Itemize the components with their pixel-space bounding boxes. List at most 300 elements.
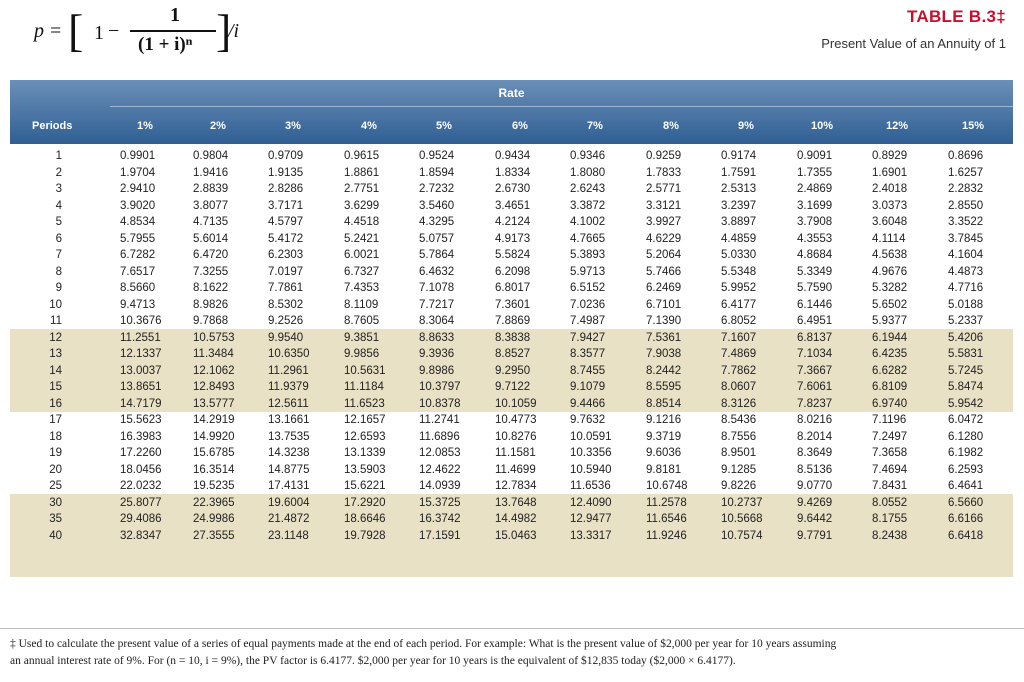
value-cell: 8.7556 [721, 430, 757, 443]
value-cell: 6.1944 [872, 331, 908, 344]
value-cell: 17.2260 [120, 447, 162, 459]
value-cell: 8.2014 [797, 430, 833, 443]
value-cell: 9.7632 [570, 414, 606, 426]
value-cell: 4.4873 [948, 265, 984, 278]
value-cell: 8.7455 [570, 364, 606, 377]
value-cell: 6.4177 [721, 298, 757, 311]
value-cell: 12.9477 [570, 513, 612, 525]
value-cell: 3.6048 [872, 216, 908, 228]
value-cell: 8.1755 [872, 513, 908, 525]
value-cell: 1.8334 [495, 166, 531, 179]
value-cell: 18.0456 [120, 463, 162, 476]
period-cell: 16 [49, 397, 62, 410]
value-cell: 8.3838 [495, 331, 531, 344]
value-cell: 7.0236 [570, 298, 606, 311]
value-cell: 10.8276 [495, 430, 537, 443]
value-cell: 7.6517 [120, 265, 156, 278]
table-row [10, 464, 1013, 481]
value-cell: 10.5631 [344, 364, 386, 377]
value-cell: 14.4982 [495, 513, 537, 525]
value-cell: 6.8052 [721, 315, 757, 327]
table-row [10, 414, 1013, 431]
value-cell: 1.6901 [872, 166, 908, 179]
value-cell: 9.3851 [344, 331, 380, 344]
period-cell: 35 [49, 513, 62, 525]
value-cell: 9.3936 [419, 348, 455, 360]
period-cell: 12 [49, 331, 62, 344]
value-cell: 5.5824 [495, 249, 531, 261]
period-cell: 8 [55, 265, 62, 278]
table-row [10, 167, 1013, 184]
period-cell: 2 [55, 166, 62, 179]
value-cell: 1.7833 [646, 166, 682, 179]
value-cell: 4.5638 [872, 249, 908, 261]
value-cell: 6.7101 [646, 298, 682, 311]
value-cell: 5.4172 [268, 232, 304, 245]
value-cell: 18.6646 [344, 513, 386, 525]
value-cell: 2.7751 [344, 183, 380, 195]
value-cell: 9.4269 [797, 496, 833, 509]
value-cell: 8.5302 [268, 298, 304, 311]
value-cell: 6.0021 [344, 249, 380, 261]
value-cell: 8.5595 [646, 381, 682, 393]
value-cell: 2.5771 [646, 183, 682, 195]
period-cell: 13 [49, 348, 62, 360]
value-cell: 6.1982 [948, 447, 984, 459]
rate-column-header: 8% [663, 120, 679, 132]
value-cell: 5.0188 [948, 298, 984, 311]
value-cell: 6.4235 [872, 348, 908, 360]
value-cell: 10.3356 [570, 447, 612, 459]
formula-left-bracket: [ [68, 5, 84, 56]
value-cell: 9.0770 [797, 480, 833, 492]
value-cell: 13.7535 [268, 430, 310, 443]
value-cell: 0.8929 [872, 150, 908, 162]
value-cell: 7.7862 [721, 364, 757, 377]
value-cell: 14.7179 [120, 397, 162, 410]
table-row [10, 530, 1013, 547]
value-cell: 32.8347 [120, 529, 162, 542]
value-cell: 0.9615 [344, 150, 380, 162]
table-row [10, 431, 1013, 448]
value-cell: 7.3658 [872, 447, 908, 459]
value-cell: 8.0216 [797, 414, 833, 426]
value-cell: 8.8514 [646, 397, 682, 410]
value-cell: 9.4466 [570, 397, 606, 410]
value-cell: 19.6004 [268, 496, 310, 509]
value-cell: 6.1280 [948, 430, 984, 443]
value-cell: 8.9826 [193, 298, 229, 311]
value-cell: 5.2064 [646, 249, 682, 261]
value-cell: 4.6229 [646, 232, 682, 245]
period-cell: 17 [49, 414, 62, 426]
period-cell: 1 [55, 150, 62, 162]
value-cell: 6.4951 [797, 315, 833, 327]
value-cell: 7.2497 [872, 430, 908, 443]
value-cell: 8.0607 [721, 381, 757, 393]
table-row [10, 233, 1013, 250]
value-cell: 1.7355 [797, 166, 833, 179]
value-cell: 1.9135 [268, 166, 304, 179]
value-cell: 8.3649 [797, 447, 833, 459]
value-cell: 8.7605 [344, 315, 380, 327]
table-row [10, 381, 1013, 398]
value-cell: 5.9542 [948, 397, 984, 410]
rate-divider [110, 106, 1013, 107]
value-cell: 5.8474 [948, 381, 984, 393]
formula-minus: − [108, 20, 120, 42]
value-cell: 9.3719 [646, 430, 682, 443]
value-cell: 8.2438 [872, 529, 908, 542]
value-cell: 8.5436 [721, 414, 757, 426]
value-cell: 4.4859 [721, 232, 757, 245]
value-cell: 0.9346 [570, 150, 606, 162]
value-cell: 4.7135 [193, 216, 229, 228]
value-cell: 2.8839 [193, 183, 229, 195]
table-row [10, 497, 1013, 514]
value-cell: 14.3238 [268, 447, 310, 459]
value-cell: 11.1581 [495, 447, 536, 459]
formula-p: p [34, 20, 44, 42]
formula-right-bracket: ] [216, 5, 232, 56]
table-row [10, 183, 1013, 200]
formula-divide: /i [228, 20, 240, 42]
value-cell: 24.9986 [193, 513, 235, 525]
value-cell: 22.0232 [120, 480, 162, 492]
value-cell: 7.9038 [646, 348, 682, 360]
value-cell: 9.9856 [344, 348, 380, 360]
value-cell: 6.4720 [193, 249, 229, 261]
value-cell: 15.3725 [419, 496, 461, 509]
value-cell: 9.6036 [646, 447, 682, 459]
value-cell: 12.1337 [120, 348, 162, 360]
value-cell: 10.1059 [495, 397, 537, 410]
value-cell: 9.8986 [419, 364, 455, 377]
table-row [10, 150, 1013, 167]
value-cell: 9.2526 [268, 315, 304, 327]
rate-column-header: 9% [738, 120, 754, 132]
table-subtitle: Present Value of an Annuity of 1 [821, 36, 1006, 51]
value-cell: 10.4773 [495, 414, 537, 426]
value-cell: 11.2961 [268, 364, 309, 377]
value-cell: 5.7590 [797, 282, 833, 294]
period-cell: 14 [49, 364, 62, 377]
value-cell: 6.2098 [495, 265, 531, 278]
annuity-formula [20, 2, 260, 70]
value-cell: 5.7245 [948, 364, 984, 377]
value-cell: 8.1109 [344, 298, 379, 311]
value-cell: 7.1607 [721, 331, 757, 344]
period-cell: 18 [49, 430, 62, 443]
value-cell: 9.8181 [646, 463, 682, 476]
footnote-divider [0, 628, 1024, 629]
table-title: TABLE B.3‡ [906, 7, 1006, 26]
value-cell: 7.1390 [646, 315, 682, 327]
value-cell: 7.9427 [570, 331, 606, 344]
table-row [10, 266, 1013, 283]
value-cell: 4.1114 [872, 232, 906, 245]
value-cell: 11.2551 [120, 331, 161, 344]
value-cell: 7.6061 [797, 381, 833, 393]
value-cell: 7.7861 [268, 282, 304, 294]
value-cell: 10.3797 [419, 381, 461, 393]
value-cell: 8.2442 [646, 364, 682, 377]
value-cell: 12.7834 [495, 480, 537, 492]
value-cell: 13.1339 [344, 447, 386, 459]
value-cell: 7.4869 [721, 348, 757, 360]
value-cell: 0.9174 [721, 150, 757, 162]
table-row [10, 299, 1013, 316]
value-cell: 4.9173 [495, 232, 531, 245]
value-cell: 11.6896 [419, 430, 460, 443]
value-cell: 11.6523 [344, 397, 385, 410]
value-cell: 6.5660 [948, 496, 984, 509]
value-cell: 7.1078 [419, 282, 455, 294]
periods-label: Periods [32, 120, 73, 132]
value-cell: 9.8226 [721, 480, 757, 492]
value-cell: 6.2469 [646, 282, 682, 294]
value-cell: 6.4641 [948, 480, 984, 492]
period-cell: 5 [55, 216, 62, 228]
value-cell: 6.8017 [495, 282, 531, 294]
value-cell: 3.7908 [797, 216, 833, 228]
value-cell: 1.8080 [570, 166, 606, 179]
value-cell: 2.2832 [948, 183, 984, 195]
value-cell: 8.1622 [193, 282, 229, 294]
value-cell: 21.4872 [268, 513, 310, 525]
value-cell: 10.2737 [721, 496, 763, 509]
value-cell: 8.8633 [419, 331, 455, 344]
value-cell: 9.7868 [193, 315, 229, 327]
table-row [10, 249, 1013, 266]
table-header [10, 80, 1013, 144]
value-cell: 7.8431 [872, 480, 908, 492]
rate-column-header: 15% [961, 120, 985, 132]
value-cell: 8.0552 [872, 496, 908, 509]
value-cell: 0.9434 [495, 150, 531, 162]
value-cell: 17.2920 [344, 496, 386, 509]
value-cell: 2.8286 [268, 183, 304, 195]
value-cell: 5.2421 [344, 232, 380, 245]
value-cell: 6.6282 [872, 364, 908, 377]
value-cell: 6.0472 [948, 414, 984, 426]
value-cell: 3.6299 [344, 199, 380, 212]
formula-fraction-bar [130, 30, 216, 32]
value-cell: 11.6546 [646, 513, 687, 525]
value-cell: 4.1604 [948, 249, 984, 261]
value-cell: 6.8137 [797, 331, 833, 344]
table-row [10, 200, 1013, 217]
value-cell: 1.8861 [344, 166, 380, 179]
value-cell: 6.6166 [948, 513, 984, 525]
value-cell: 0.9901 [120, 150, 156, 162]
value-cell: 15.6221 [344, 480, 386, 492]
value-cell: 12.4622 [419, 463, 461, 476]
value-cell: 3.7171 [268, 199, 304, 212]
table-row [10, 447, 1013, 464]
value-cell: 0.8696 [948, 150, 984, 162]
value-cell: 6.9740 [872, 397, 908, 410]
value-cell: 7.0197 [268, 265, 304, 278]
value-cell: 5.3282 [872, 282, 908, 294]
rate-column-header: 3% [285, 120, 301, 132]
table-row [10, 513, 1013, 530]
period-cell: 11 [50, 315, 62, 327]
value-cell: 4.4518 [344, 216, 380, 228]
value-cell: 11.9379 [268, 381, 309, 393]
value-cell: 14.8775 [268, 463, 310, 476]
value-cell: 4.3553 [797, 232, 833, 245]
period-cell: 40 [49, 529, 62, 542]
value-cell: 11.3484 [193, 348, 234, 360]
value-cell: 9.6442 [797, 513, 833, 525]
value-cell: 4.5797 [268, 216, 304, 228]
value-cell: 2.9410 [120, 183, 156, 195]
formula-numerator: 1 [170, 4, 180, 26]
value-cell: 6.8109 [872, 381, 908, 393]
value-cell: 7.1196 [872, 414, 907, 426]
value-cell: 5.7955 [120, 232, 156, 245]
value-cell: 10.7574 [721, 529, 763, 542]
value-cell: 9.7122 [495, 381, 531, 393]
value-cell: 10.5668 [721, 513, 763, 525]
value-cell: 6.6418 [948, 529, 984, 542]
value-cell: 12.4090 [570, 496, 612, 509]
value-cell: 8.3126 [721, 397, 757, 410]
value-cell: 27.3555 [193, 529, 235, 542]
rate-column-header: 7% [587, 120, 603, 132]
value-cell: 1.7591 [721, 166, 757, 179]
value-cell: 3.3522 [948, 216, 984, 228]
value-cell: 29.4086 [120, 513, 162, 525]
value-cell: 11.9246 [646, 529, 687, 542]
value-cell: 6.1446 [797, 298, 833, 311]
value-cell: 10.5753 [193, 331, 235, 344]
value-cell: 1.9416 [193, 166, 229, 179]
value-cell: 9.7791 [797, 529, 833, 542]
value-cell: 9.9540 [268, 331, 304, 344]
footnote-line-2: an annual interest rate of 9%. For (n = 10, i = 9%), the PV factor is 6.4177. $2,000 per year for 10 years is the equivalent of $12,835 today ($2,000 × 6.4177). [10, 655, 736, 667]
table-row [10, 398, 1013, 415]
value-cell: 16.3742 [419, 513, 461, 525]
value-cell: 4.1002 [570, 216, 606, 228]
value-cell: 12.5611 [268, 397, 309, 410]
value-cell: 0.9709 [268, 150, 304, 162]
value-cell: 13.5777 [193, 397, 235, 410]
period-cell: 6 [55, 232, 62, 245]
value-cell: 5.9952 [721, 282, 757, 294]
value-cell: 8.3064 [419, 315, 455, 327]
value-cell: 3.2397 [721, 199, 757, 212]
value-cell: 4.9676 [872, 265, 908, 278]
value-cell: 12.6593 [344, 430, 386, 443]
value-cell: 4.8684 [797, 249, 833, 261]
value-cell: 6.2303 [268, 249, 304, 261]
value-cell: 3.3121 [646, 199, 682, 212]
period-cell: 15 [49, 381, 62, 393]
value-cell: 8.8527 [495, 348, 531, 360]
value-cell: 5.3349 [797, 265, 833, 278]
value-cell: 2.6243 [570, 183, 606, 195]
period-cell: 9 [55, 282, 62, 294]
value-cell: 15.5623 [120, 414, 162, 426]
value-cell: 5.9377 [872, 315, 908, 327]
table-row [10, 480, 1013, 497]
value-cell: 9.1285 [721, 463, 757, 476]
footnote-line-1: ‡ Used to calculate the present value of a series of equal payments made at the end of each period. For example: What is the present value of $2,000 per year for 10 years assuming [10, 638, 837, 650]
value-cell: 2.5313 [721, 183, 757, 195]
value-cell: 7.1034 [797, 348, 833, 360]
value-cell: 5.7466 [646, 265, 682, 278]
value-cell: 1.8594 [419, 166, 455, 179]
table-row [10, 315, 1013, 332]
value-cell: 12.1657 [344, 414, 386, 426]
value-cell: 16.3514 [193, 463, 235, 476]
value-cell: 0.9259 [646, 150, 682, 162]
value-cell: 7.7217 [419, 298, 455, 311]
value-cell: 5.0330 [721, 249, 757, 261]
value-cell: 2.4869 [797, 183, 833, 195]
value-cell: 7.4694 [872, 463, 908, 476]
rate-column-header: 2% [210, 120, 226, 132]
value-cell: 2.4018 [872, 183, 908, 195]
value-cell: 7.3667 [797, 364, 833, 377]
period-cell: 25 [49, 480, 62, 492]
value-cell: 14.9920 [193, 430, 235, 443]
value-cell: 6.5152 [570, 282, 606, 294]
period-cell: 30 [49, 496, 62, 509]
value-cell: 0.9524 [419, 150, 455, 162]
value-cell: 12.0853 [419, 447, 461, 459]
value-cell: 14.0939 [419, 480, 461, 492]
value-cell: 5.4206 [948, 331, 984, 344]
value-cell: 10.6350 [268, 348, 310, 360]
value-cell: 4.2124 [495, 216, 531, 228]
value-cell: 13.1661 [268, 414, 310, 426]
table-row [10, 332, 1013, 349]
rate-column-header: 10% [810, 120, 834, 132]
rate-column-header: 4% [361, 120, 377, 132]
value-cell: 1.9704 [120, 166, 156, 179]
value-cell: 13.5903 [344, 463, 386, 476]
value-cell: 3.9020 [120, 199, 156, 212]
value-cell: 9.2950 [495, 364, 531, 377]
value-cell: 5.5831 [948, 348, 984, 360]
value-cell: 2.8550 [948, 199, 984, 212]
value-cell: 4.3295 [419, 216, 455, 228]
value-cell: 5.2337 [948, 315, 984, 327]
period-cell: 10 [49, 298, 62, 311]
value-cell: 10.6748 [646, 480, 688, 492]
value-cell: 15.6785 [193, 447, 235, 459]
value-cell: 7.4353 [344, 282, 380, 294]
value-cell: 7.5361 [646, 331, 682, 344]
value-cell: 13.0037 [120, 364, 162, 377]
value-cell: 13.8651 [120, 381, 162, 393]
value-cell: 2.6730 [495, 183, 531, 195]
formula-one: 1 [94, 22, 104, 44]
value-cell: 10.5940 [570, 463, 612, 476]
value-cell: 11.2741 [419, 414, 460, 426]
value-cell: 3.1699 [797, 199, 833, 212]
value-cell: 10.8378 [419, 397, 461, 410]
value-cell: 9.4713 [120, 298, 156, 311]
value-cell: 9.1079 [570, 381, 606, 393]
value-cell: 4.8534 [120, 216, 156, 228]
rate-column-header: 6% [512, 120, 528, 132]
value-cell: 6.2593 [948, 463, 984, 476]
rate-column-header: 1% [137, 120, 153, 132]
